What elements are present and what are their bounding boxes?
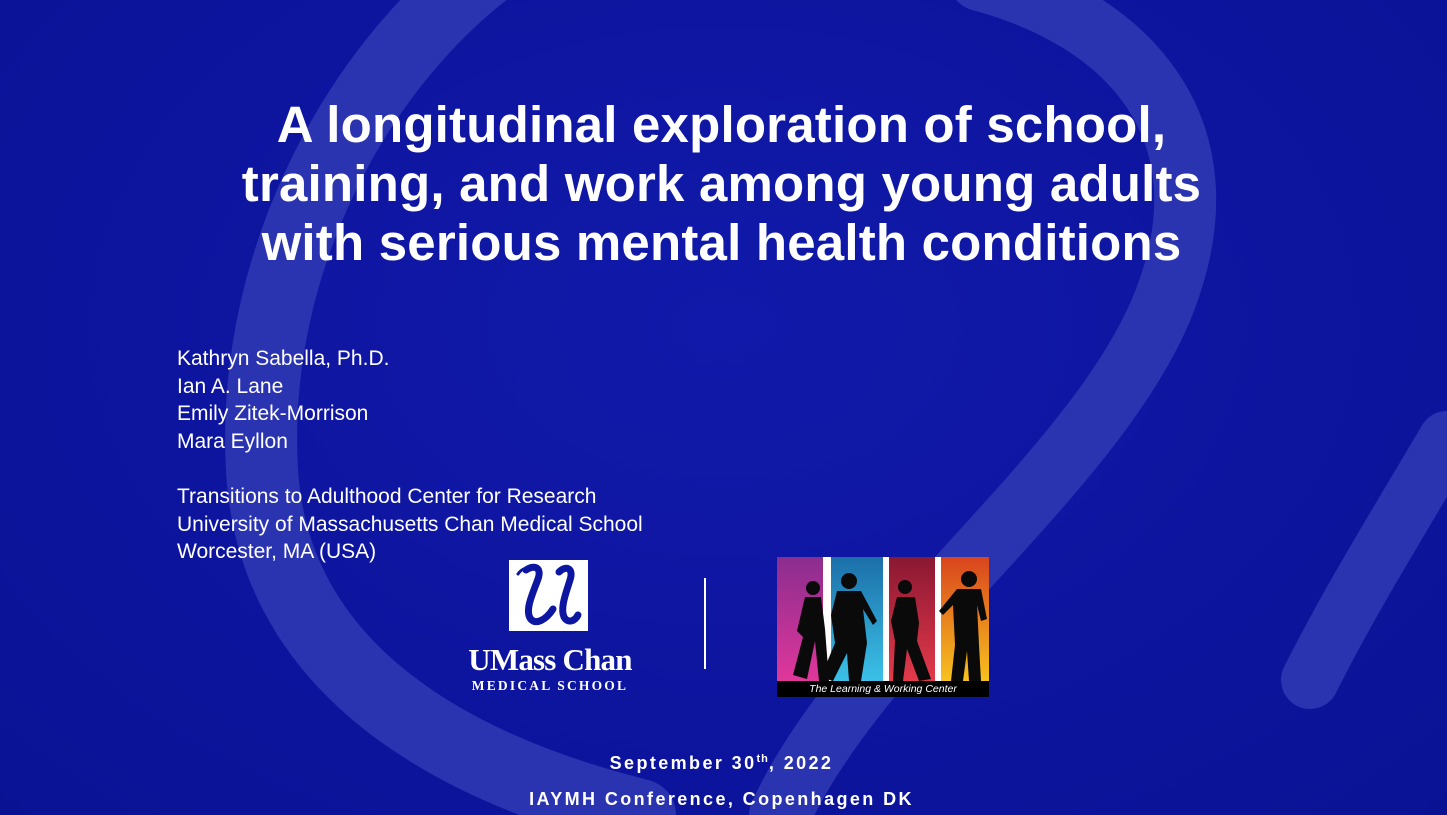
umass-logo-name: UMass Chan [468, 642, 632, 677]
affiliation-line: Worcester, MA (USA) [177, 540, 377, 563]
date-main: September 30 [609, 753, 757, 773]
author-name: Emily Zitek-Morrison [177, 402, 369, 425]
lwc-logo-caption: The Learning & Working Center [777, 681, 989, 697]
conference-name: IAYMH Conference, Copenhagen DK [529, 789, 914, 809]
author-name: Kathryn Sabella, Ph.D. [177, 347, 390, 370]
title-line: A longitudinal exploration of school, [276, 96, 1167, 153]
date-year: , 2022 [768, 753, 834, 773]
umass-u-icon [509, 560, 588, 631]
people-silhouettes-icon [777, 557, 989, 681]
author-name: Ian A. Lane [177, 374, 284, 398]
title-line: training, and work among young adults [241, 155, 1202, 212]
author-list [177, 345, 389, 455]
affiliation-block [177, 483, 643, 566]
date-ordinal: th [756, 753, 769, 765]
presentation-date [0, 753, 1443, 774]
affiliation-line: University of Massachusetts Chan Medical School [177, 512, 643, 536]
affiliation-line: Transitions to Adulthood Center for Research [177, 485, 597, 508]
learning-working-center-logo [777, 557, 989, 697]
author-name: Mara Eyllon [177, 429, 288, 453]
umass-chan-logo [455, 560, 645, 700]
slide-title [120, 95, 1323, 272]
umass-logo-subtitle: MEDICAL SCHOOL [471, 678, 629, 693]
title-line: with serious mental health conditions [261, 214, 1182, 271]
logo-divider [704, 578, 706, 669]
